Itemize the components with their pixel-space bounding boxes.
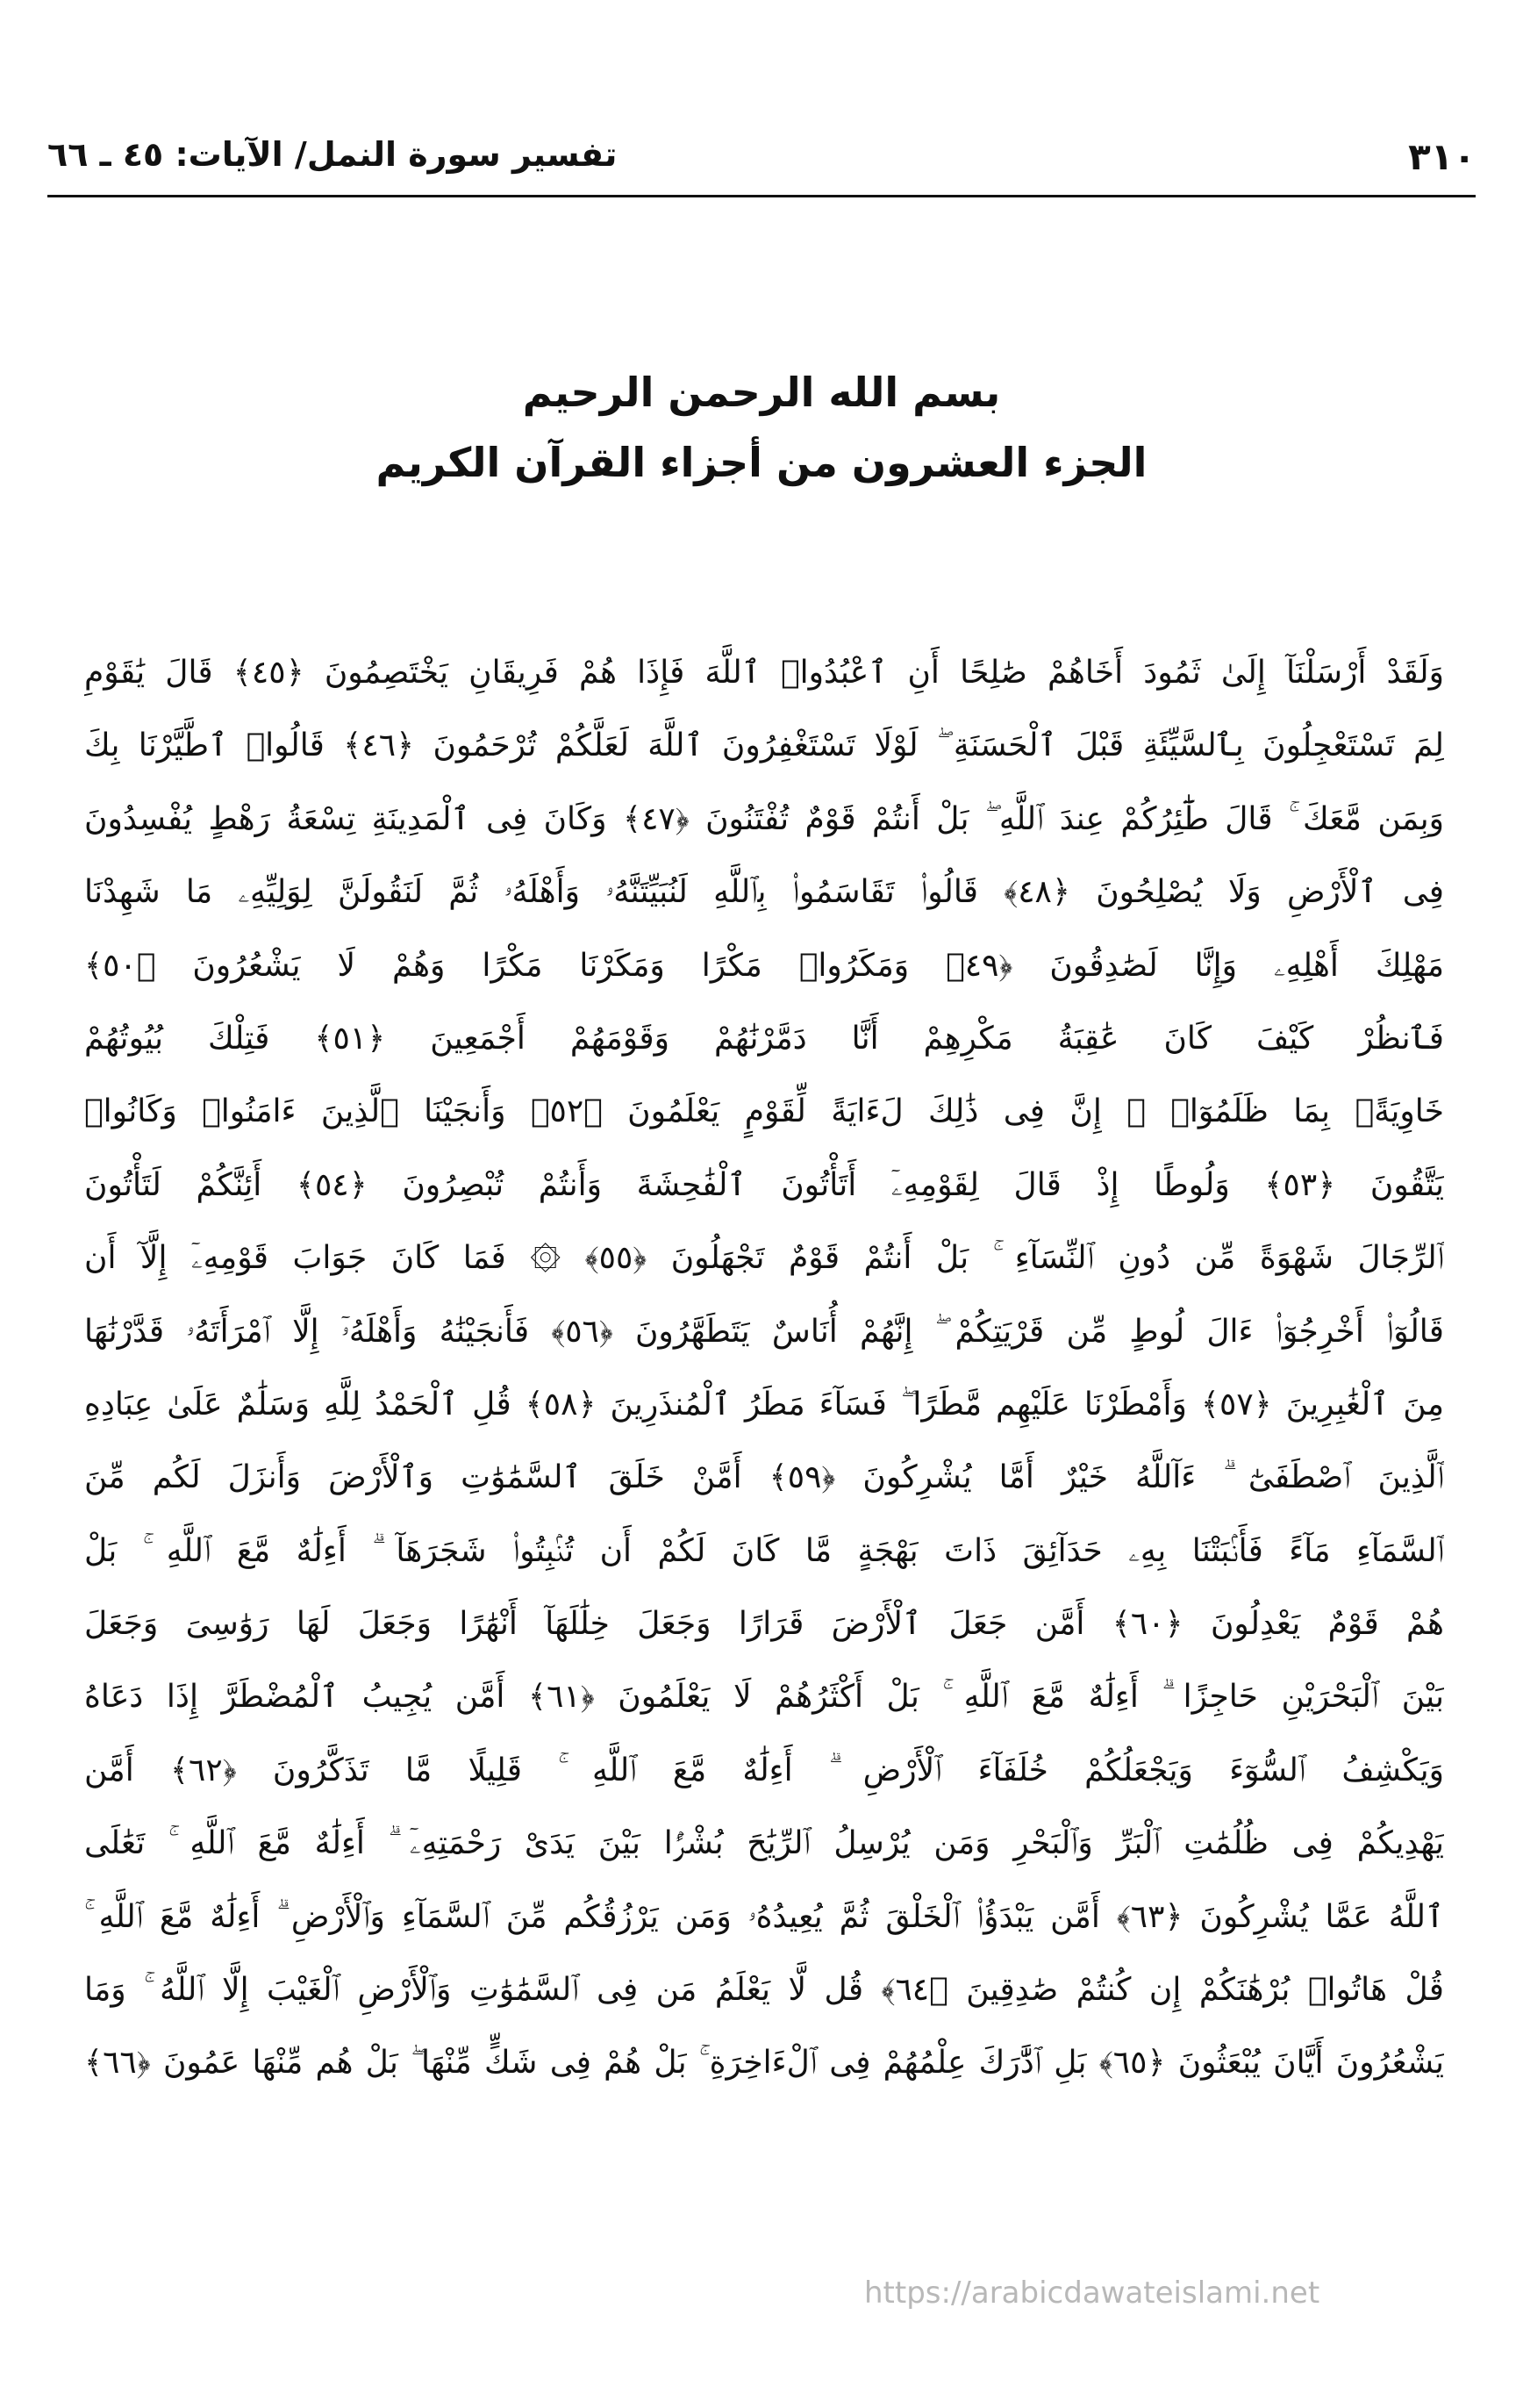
watermark-url: https://arabicdawateislami.net	[864, 2275, 1320, 2311]
verse-line: مِنَ ٱلْغَٰبِرِينَ ﴿٥٧﴾ وَأَمْطَرْنَا عَلَيْهِم مَّطَرًا ۖ فَسَآءَ مَطَرُ ٱلْمُنذَرِينَ ﴿٥٨﴾ قُلِ ٱلْحَمْدُ لِلَّهِ وَسَلَٰمٌ عَلَىٰ عِبَادِهِ	[84, 1386, 1444, 1423]
quran-verses-block	[84, 636, 1444, 2100]
verse-line: لِمَ تَسْتَعْجِلُونَ بِٱلسَّيِّئَةِ قَبْلَ ٱلْحَسَنَةِ ۖ لَوْلَا تَسْتَغْفِرُونَ ٱللَّهَ لَعَلَّكُمْ تُرْحَمُونَ ﴿٤٦﴾ قَالُوا۟ ٱطَّيَّرْنَا بِكَ	[84, 727, 1444, 764]
verse-line: بَيْنَ ٱلْبَحْرَيْنِ حَاجِزًا ۗ أَءِلَٰهٌ مَّعَ ٱللَّهِ ۚ بَلْ أَكْثَرُهُمْ لَا يَعْلَمُونَ ﴿٦١﴾ أَمَّن يُجِيبُ ٱلْمُضْطَرَّ إِذَا دَعَاهُ	[84, 1679, 1444, 1716]
juz-heading: الجزء العشرون من أجزاء القرآن الكريم	[375, 439, 1148, 486]
basmala-heading: بسم الله الرحمن الرحيم	[522, 369, 1001, 416]
page-header	[47, 132, 1476, 186]
running-title: تفسير سورة النمل/ الآيات: ٤٥ ـ ٦٦	[47, 135, 618, 174]
verse-line: وَيَكْشِفُ ٱلسُّوٓءَ وَيَجْعَلُكُمْ خُلَفَآءَ ٱلْأَرْضِ ۗ أَءِلَٰهٌ مَّعَ ٱللَّهِ ۚ قَلِيلًا مَّا تَذَكَّرُونَ ﴿٦٢﴾ أَمَّن	[84, 1752, 1444, 1788]
verse-line: يَشْعُرُونَ أَيَّانَ يُبْعَثُونَ ﴿٦٥﴾ بَلِ ٱدَّٰرَكَ عِلْمُهُمْ فِى ٱلْءَاخِرَةِ ۚ بَلْ هُمْ فِى شَكٍّ مِّنْهَا ۖ بَلْ هُم مِّنْهَا عَمُونَ ﴿٦٦﴾	[84, 2045, 1444, 2082]
verse-line: فَٱنظُرْ كَيْفَ كَانَ عَٰقِبَةُ مَكْرِهِمْ أَنَّا دَمَّرْنَٰهُمْ وَقَوْمَهُمْ أَجْمَعِينَ ﴿٥١﴾ فَتِلْكَ بُيُوتُهُمْ	[84, 1020, 1444, 1057]
page-number: ٣١٠	[1408, 135, 1476, 178]
verse-line: ٱلسَّمَآءِ مَآءً فَأَنۢبَتْنَا بِهِۦ حَدَآئِقَ ذَاتَ بَهْجَةٍ مَّا كَانَ لَكُمْ أَن تُنۢبِتُوا۟ شَجَرَهَآ ۗ أَءِلَٰهٌ مَّعَ ٱللَّهِ ۚ بَلْ	[84, 1532, 1444, 1569]
verse-line: ٱلرِّجَالَ شَهْوَةً مِّن دُونِ ٱلنِّسَآءِ ۚ بَلْ أَنتُمْ قَوْمٌ تَجْهَلُونَ ﴿٥٥﴾ ۞ فَمَا كَانَ جَوَابَ قَوْمِهِۦٓ إِلَّآ أَن	[84, 1240, 1444, 1277]
verse-line: مَهْلِكَ أَهْلِهِۦ وَإِنَّا لَصَٰدِقُونَ ﴿٤٩﴾ وَمَكَرُوا۟ مَكْرًا وَمَكَرْنَا مَكْرًا وَهُمْ لَا يَشْعُرُونَ ﴿٥٠﴾	[84, 947, 1444, 984]
verse-line: خَاوِيَةًۢ بِمَا ظَلَمُوٓا۟ ۗ إِنَّ فِى ذَٰلِكَ لَءَايَةً لِّقَوْمٍ يَعْلَمُونَ ﴿٥٢﴾ وَأَنجَيْنَا ٱلَّذِينَ ءَامَنُوا۟ وَكَانُوا۟	[84, 1093, 1444, 1130]
verse-line: ٱلَّذِينَ ٱصْطَفَىٰٓ ۗ ءَآللَّهُ خَيْرٌ أَمَّا يُشْرِكُونَ ﴿٥٩﴾ أَمَّنْ خَلَقَ ٱلسَّمَٰوَٰتِ وَٱلْأَرْضَ وَأَنزَلَ لَكُم مِّنَ	[84, 1459, 1444, 1496]
verse-line: فِى ٱلْأَرْضِ وَلَا يُصْلِحُونَ ﴿٤٨﴾ قَالُوا۟ تَقَاسَمُوا۟ بِٱللَّهِ لَنُبَيِّتَنَّهُۥ وَأَهْلَهُۥ ثُمَّ لَنَقُولَنَّ لِوَلِيِّهِۦ مَا شَهِدْنَا	[84, 874, 1444, 911]
verse-line: يَتَّقُونَ ﴿٥٣﴾ وَلُوطًا إِذْ قَالَ لِقَوْمِهِۦٓ أَتَأْتُونَ ٱلْفَٰحِشَةَ وَأَنتُمْ تُبْصِرُونَ ﴿٥٤﴾ أَئِنَّكُمْ لَتَأْتُونَ	[84, 1166, 1444, 1203]
verse-line: قَالُوٓا۟ أَخْرِجُوٓا۟ ءَالَ لُوطٍ مِّن قَرْيَتِكُمْ ۖ إِنَّهُمْ أُنَاسٌ يَتَطَهَّرُونَ ﴿٥٦﴾ فَأَنجَيْنَٰهُ وَأَهْلَهُۥٓ إِلَّا ٱمْرَأَتَهُۥ قَدَّرْنَٰهَا	[84, 1313, 1444, 1350]
verse-line: ٱللَّهُ عَمَّا يُشْرِكُونَ ﴿٦٣﴾ أَمَّن يَبْدَؤُا۟ ٱلْخَلْقَ ثُمَّ يُعِيدُهُۥ وَمَن يَرْزُقُكُم مِّنَ ٱلسَّمَآءِ وَٱلْأَرْضِ ۗ أَءِلَٰهٌ مَّعَ ٱللَّهِ ۚ	[84, 1898, 1444, 1935]
verse-line: هُمْ قَوْمٌ يَعْدِلُونَ ﴿٦٠﴾ أَمَّن جَعَلَ ٱلْأَرْضَ قَرَارًا وَجَعَلَ خِلَٰلَهَآ أَنْهَٰرًا وَجَعَلَ لَهَا رَوَٰسِىَ وَجَعَلَ	[84, 1606, 1444, 1643]
verse-line: وَبِمَن مَّعَكَ ۚ قَالَ طَٰٓئِرُكُمْ عِندَ ٱللَّهِ ۖ بَلْ أَنتُمْ قَوْمٌ تُفْتَنُونَ ﴿٤٧﴾ وَكَانَ فِى ٱلْمَدِينَةِ تِسْعَةُ رَهْطٍ يُفْسِدُونَ	[84, 800, 1444, 837]
verse-line: وَلَقَدْ أَرْسَلْنَآ إِلَىٰ ثَمُودَ أَخَاهُمْ صَٰلِحًا أَنِ ٱعْبُدُوا۟ ٱللَّهَ فَإِذَا هُمْ فَرِيقَانِ يَخْتَصِمُونَ ﴿٤٥﴾ قَالَ يَٰقَوْمِ	[84, 655, 1444, 691]
verse-line: يَهْدِيكُمْ فِى ظُلُمَٰتِ ٱلْبَرِّ وَٱلْبَحْرِ وَمَن يُرْسِلُ ٱلرِّيَٰحَ بُشْرًۢا بَيْنَ يَدَىْ رَحْمَتِهِۦٓ ۗ أَءِلَٰهٌ مَّعَ ٱللَّهِ ۚ تَعَٰلَى	[84, 1825, 1444, 1862]
header-rule	[47, 195, 1476, 197]
verse-line: قُلْ هَاتُوا۟ بُرْهَٰنَكُمْ إِن كُنتُمْ صَٰدِقِينَ ﴿٦٤﴾ قُل لَّا يَعْلَمُ مَن فِى ٱلسَّمَٰوَٰتِ وَٱلْأَرْضِ ٱلْغَيْبَ إِلَّا ٱللَّهُ ۚ وَمَا	[84, 1972, 1444, 2009]
